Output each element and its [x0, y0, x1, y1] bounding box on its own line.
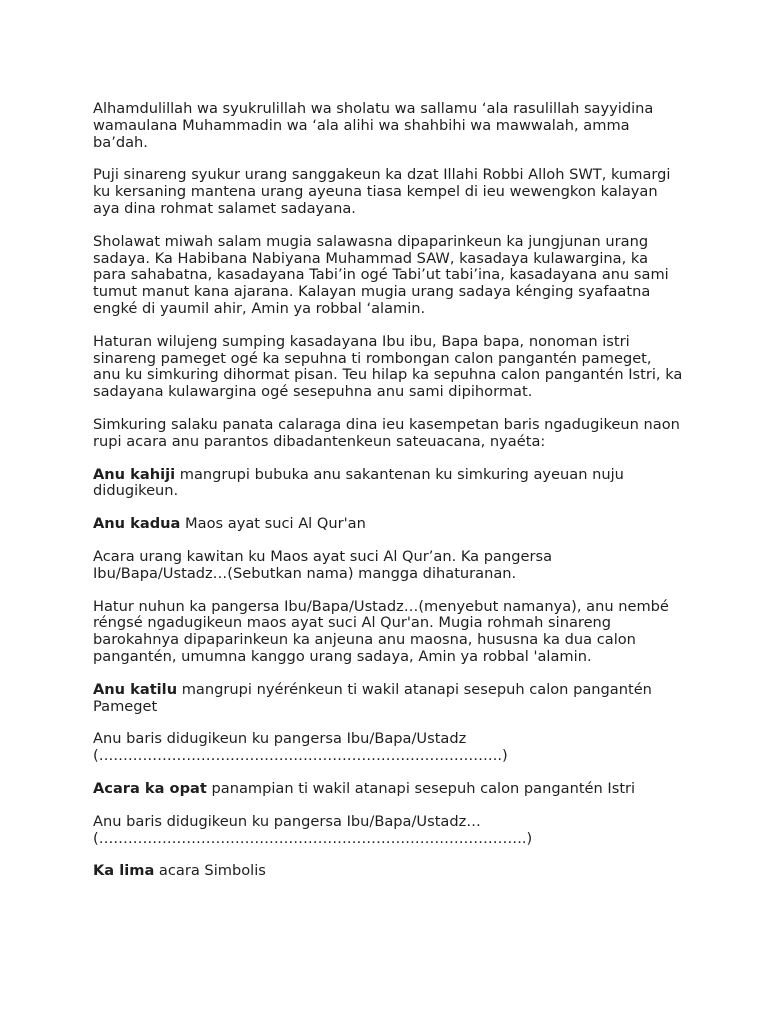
section-text: mangrupi bubuka anu sakantenan ku simkuring ayeuan nuju didugikeun. — [93, 465, 624, 500]
paragraph-hatur-nuhun: Hatur nuhun ka pangersa Ibu/Bapa/Ustadz…(menyebut namanya), anu nembé réngsé ngadugikeun maos ayat suci Al Qur'an. Mugia rohmah sinareng barokahnya dipaparinkeun ka anjeuna anu maosna, hususna ka dua calon pangantén, umumna kanggo urang sadaya, Amin ya robbal 'alamin. — [93, 597, 669, 665]
paragraph-simkuring: Simkuring salaku panata calaraga dina ieu kasempetan baris ngadugikeun naon rupi acara anu parantos dibadantenkeun sateuacana, nyaéta: — [93, 415, 680, 450]
section-anu-kahiji — [93, 467, 683, 501]
paragraph-opening-salam: Alhamdulillah wa syukrulillah wa sholatu wa sallamu ‘ala rasulillah sayyidina wamaulana Muhammadin wa ‘ala alihi wa shahbihi wa mawwalah, amma ba’dah. — [93, 100, 654, 151]
paragraph-didugikeun-2: Anu baris didugikeun ku pangersa Ibu/Bapa/Ustadz… (…………………………………………………………………………….) — [93, 812, 533, 847]
section-text: panampian ti wakil atanapi sesepuh calon pangantén Istri — [206, 779, 636, 797]
paragraph-puji-syukur: Puji sinareng syukur urang sanggakeun ka dzat Illahi Robbi Alloh SWT, kumargi ku kersaning mantena urang ayeuna tiasa kempel di ieu wewengkon kalayan aya dina rohmat salamet sadayana. — [93, 166, 671, 217]
section-acara-ka-opat — [93, 781, 683, 798]
section-label: Ka lima — [93, 862, 155, 880]
section-label: Anu kadua — [93, 515, 181, 533]
paragraph-haturan: Haturan wilujeng sumping kasadayana Ibu ibu, Bapa bapa, nonoman istri sinareng pameget ogé ka sepuhna ti rombongan calon pangantén pameget, anu ku simkuring dihormat pisan. Teu hilap ka sepuhna calon pangantén Istri, ka sadayana kulawargina ogé sesepuhna anu sami dipihormat. — [93, 332, 683, 401]
section-label: Anu kahiji — [93, 465, 176, 483]
paragraph-sholawat: Sholawat miwah salam mugia salawasna dipaparinkeun ka jungjunan urang sadaya. Ka Habibana Nabiyana Muhammad SAW, kasadaya kulawargina, ka para sahabatna, kasadayana Tabi’in ogé Tabi’ut tabi’ina, kasadayana anu sami tumut manut kana ajarana. Kalayan mugia urang sadaya kénging syafaatna engké di yaumil ahir, Amin ya robbal ‘alamin. — [93, 232, 669, 317]
section-text: mangrupi nyérénkeun ti wakil atanapi sesepuh calon pangantén Pameget — [93, 680, 652, 715]
document-body — [93, 101, 683, 896]
paragraph-acara-kawitan: Acara urang kawitan ku Maos ayat suci Al Qur’an. Ka pangersa Ibu/Bapa/Ustadz…(Sebutkan nama) mangga dihaturanan. — [93, 547, 553, 582]
section-anu-katilu — [93, 682, 683, 716]
section-anu-kadua — [93, 516, 683, 533]
section-ka-lima — [93, 863, 683, 880]
section-label: Acara ka opat — [93, 779, 207, 797]
section-label: Anu katilu — [93, 680, 178, 698]
section-text: Maos ayat suci Al Qur'an — [180, 515, 366, 533]
section-text: acara Simbolis — [154, 862, 266, 880]
paragraph-didugikeun-1: Anu baris didugikeun ku pangersa Ibu/Bapa/Ustadz (………………………………………………………………………..) — [93, 730, 508, 765]
